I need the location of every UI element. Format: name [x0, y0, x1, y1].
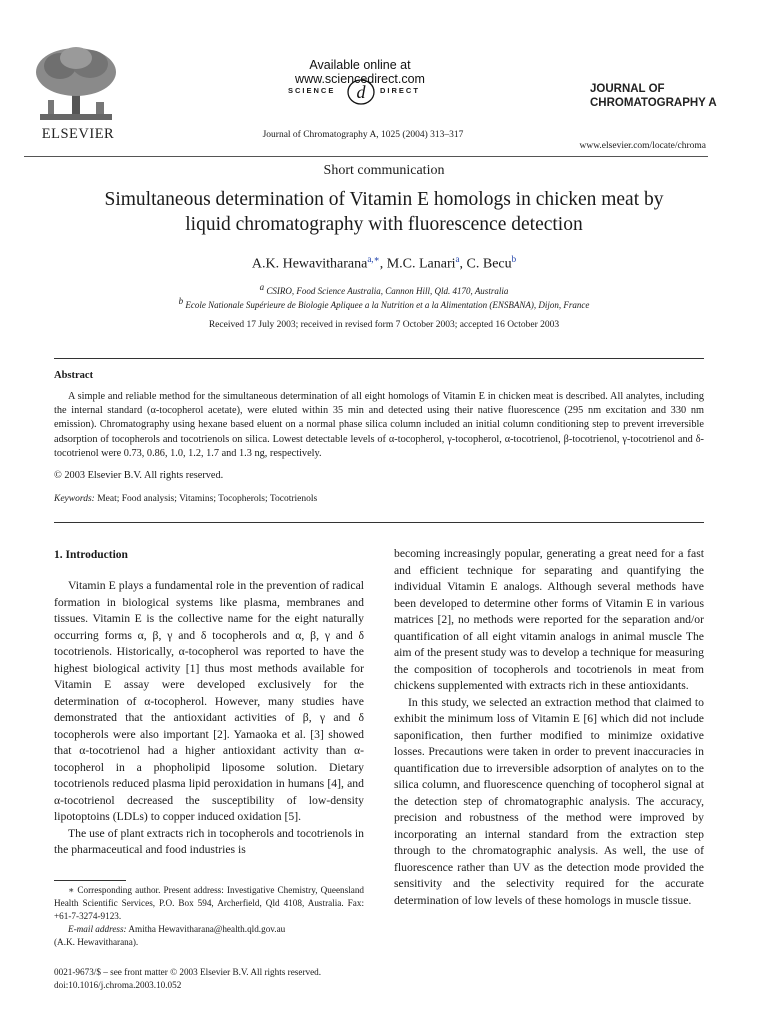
journal-name-line2: CHROMATOGRAPHY A: [590, 97, 717, 109]
footnote-rule: [54, 880, 126, 881]
affiliation-a: [0, 282, 768, 296]
article-type: Short communication: [323, 163, 445, 178]
sd-right-text: DIRECT: [380, 86, 420, 95]
email-note: [54, 923, 364, 936]
right-paragraph-2: In this study, we selected an extraction method that claimed to exhibit the minimum loss of Vitamin E [6] which did not include saponification, then further modified to minimize oxidative losses. Precautions were taken in order to prevent inaccuracies in quantification due to irreversible adsorption of analytes on to the silica column, and fluorescence quenching of tocopherol signal at the detection step of chromatographic analysis. The accuracy, precision and robustness of the method were improved by incorporating an internal standard from the extraction step through to the chromatographic analysis. As well, the use of fluorescence rather than UV as the detection mode provided the sensitivity and the selectivity required for the accurate determination of low levels of these homologs in muscle tissue.: [394, 695, 704, 907]
keywords-label: Keywords:: [54, 494, 95, 504]
journal-url-link[interactable]: www.elsevier.com/locate/chroma: [579, 141, 706, 151]
journal-name-line1: JOURNAL OF: [590, 83, 665, 95]
available-online-text: Available online at www.sciencedirect.com: [295, 58, 425, 86]
publisher-name: ELSEVIER: [41, 126, 115, 142]
title-line-1: Simultaneous determination of Vitamin E homologs in chicken meat by: [104, 189, 664, 210]
left-column: [54, 578, 364, 859]
abstract-text: A simple and reliable method for the simultaneous determination of all eight homologs of Vitamin E in chicken meat is described. All analytes, including the internal standard (α-tocopherol acetate), were eluted within 35 min and detected using their native fluorescence (295 nm excitation and 330 nm emission). Chromatography using hexane based eluent on a normal phase silica column included an initial column conditioning step to prevent irreversible adsorption of tocopherols and tocotrienols on silica. Lowest detectable levels of α-tocopherol, γ-tocopherol, α-tocotrienol, β-tocotrienol, γ-tocotrienol and δ-tocotrienol were 0.73, 0.86, 1.0, 1.2, 1.7 and 1.3 ng, respectively.: [54, 391, 704, 459]
footnote-mark: ∗: [68, 885, 75, 895]
title-line-2: liquid chromatography with fluorescence detection: [185, 214, 583, 235]
sd-left-text: SCIENCE: [288, 86, 336, 95]
affiliation-b: [0, 296, 768, 310]
right-paragraph-1: becoming increasingly popular, generating a great need for a fast and efficient technique for separating and quantifying the individual Vitamin E analogs. Although several methods have been developed to determine other forms of Vitamin E in various matrices [2], no methods were reported for the separation and/or quantification of all eight vitamin analogs in animal muscle The aim of the present study was to develop a technique for measuring the composition of tocopherols and tocotrienols in meat from chickens supplemented with extracts rich in these antioxidants.: [394, 547, 704, 692]
email-label: E-mail address:: [68, 924, 127, 934]
affiliation-a-mark: a: [259, 282, 265, 292]
journal-name: [590, 82, 717, 110]
section-heading-introduction: 1. Introduction: [54, 549, 128, 561]
affiliation-b-text: Ecole Nationale Supérieure de Biologie Apliquee a la Nutrition et a la Alimentation (ENSBANA), Dijon, France: [185, 300, 590, 310]
corresponding-author-note: [54, 884, 364, 923]
email-link[interactable]: Amitha Hewavitharana@health.qld.gov.au: [128, 924, 286, 934]
sciencedirect-logo: [288, 78, 434, 106]
article-title: [40, 187, 728, 237]
left-paragraph-2: The use of plant extracts rich in tocopherols and tocotrienols in the pharmaceutical and food industries is: [54, 826, 364, 856]
received-dates: Received 17 July 2003; received in revised form 7 October 2003; accepted 16 October 2003: [208, 320, 560, 330]
keywords-list: Meat; Food analysis; Vitamins; Tocopherols; Tocotrienols: [97, 494, 318, 504]
abstract-heading: Abstract: [54, 370, 94, 381]
journal-reference: Journal of Chromatography A, 1025 (2004) 313–317: [262, 130, 464, 140]
author-name: A.K. Hewavitharana: [251, 256, 368, 272]
keywords: [54, 494, 704, 504]
header-divider: [24, 156, 708, 157]
author-list: [0, 254, 768, 273]
author-affiliation-link[interactable]: b: [511, 254, 517, 264]
author-name: M.C. Lanari: [386, 256, 456, 272]
affiliation-b-mark: b: [178, 296, 184, 306]
issn-line: 0021-9673/$ – see front matter © 2003 Elsevier B.V. All rights reserved.: [54, 967, 322, 977]
email-owner: (A.K. Hewavitharana).: [54, 937, 139, 947]
sd-d-icon: [346, 78, 376, 106]
svg-text:d: d: [356, 82, 366, 102]
doi-line[interactable]: doi:10.1016/j.chroma.2003.10.052: [54, 980, 182, 990]
right-column: [394, 546, 704, 909]
author-affiliation-link[interactable]: a,∗: [367, 254, 380, 264]
elsevier-tree-logo: [26, 44, 126, 126]
footnote: [54, 884, 364, 949]
author-separator: ,: [379, 256, 387, 272]
left-paragraph-1: Vitamin E plays a fundamental role in the prevention of radical formation in biological systems like plasma, membranes and tissues. Vitamin E is the collective name for the eight naturally occurring forms α, β, γ and δ tocopherols and α, β, γ and δ tocotrienols. Historically, α-tocopherol was reported to have the highest biological activity [1] thus most methods available for Vitamin E assay were developed exclusively for the determination of α-tocopherol. However, many studies have demonstrated that the antioxidant activities of β, γ and δ tocopherols were also important [2]. Yamaoka et al. [3] showed that α-tocotrienol had a higher antioxidant activity than α-tocopherol in a phopholipid liposome solution. Dietary tocotrienols reduced plasma lipid peroxidation in humans [4], and α-tocotrienol decreased the susceptibility of low-density lipotoptoins (LDLs) to copper induced oxidation [5].: [54, 579, 364, 823]
abstract-copyright: © 2003 Elsevier B.V. All rights reserved.: [54, 470, 224, 481]
abstract-bottom-rule: [54, 522, 704, 523]
corresponding-author-text: Corresponding author. Present address: Investigative Chemistry, Queensland Health Scientific Services, P.O. Box 594, Archerfield, Qld 4108, Australia. Fax: +61-7-3274-9123.: [54, 885, 365, 921]
affiliation-a-text: CSIRO, Food Science Australia, Cannon Hill, Qld. 4170, Australia: [266, 286, 509, 296]
author-separator: ,: [459, 256, 467, 272]
author-affiliation-link[interactable]: a: [455, 254, 460, 264]
author-name: C. Becu: [466, 256, 512, 272]
abstract-top-rule: [54, 358, 704, 359]
footer: [54, 966, 384, 992]
